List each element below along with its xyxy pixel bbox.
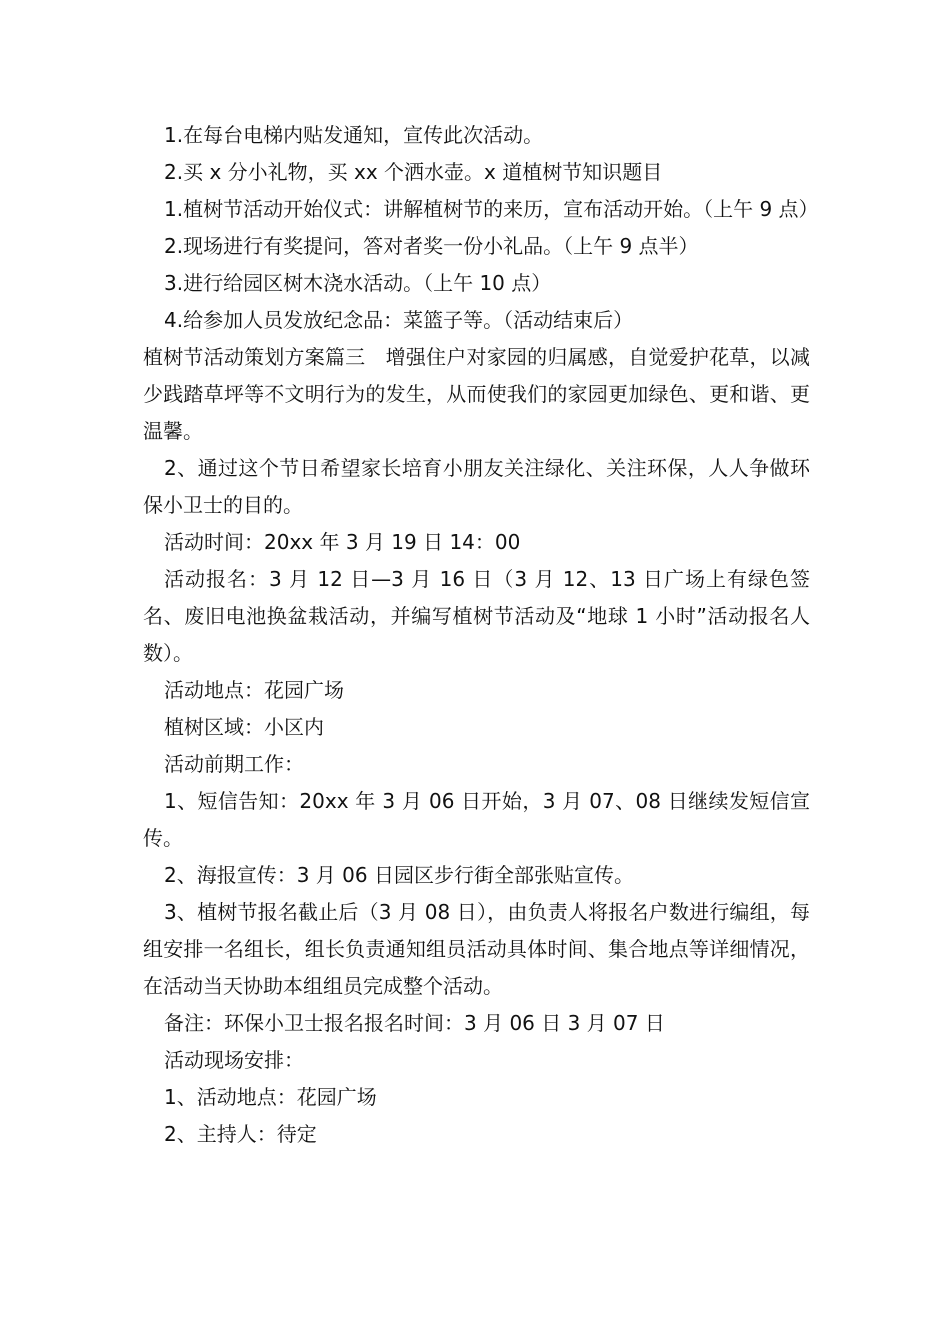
paragraph-13: 活动前期工作： <box>164 752 304 776</box>
paragraph-7: 植树节活动策划方案篇三 增强住户对家园的归属感，自觉爱护花草，以减少践踏草坪等不文明行为的发生，从而使我们的家园更加绿色、更和谐、更温馨。 <box>143 345 810 443</box>
paragraph-8: 2、通过这个节日希望家长培育小朋友关注绿化、关注环保，人人争做环保小卫士的目的。 <box>143 456 810 517</box>
paragraph-12: 植树区域：小区内 <box>164 715 324 739</box>
paragraph-14: 1、短信告知：20xx 年 3 月 06 日开始，3 月 07、08 日继续发短信宣传。 <box>143 789 810 850</box>
paragraph-11: 活动地点：花园广场 <box>164 678 344 702</box>
paragraph-20: 2、主持人：待定 <box>164 1122 317 1146</box>
document-body <box>143 117 819 1153</box>
paragraph-18: 活动现场安排： <box>164 1048 304 1072</box>
paragraph-9: 活动时间：20xx 年 3 月 19 日 14：00 <box>164 530 521 554</box>
paragraph-6: 4.给参加人员发放纪念品：菜篮子等。（活动结束后） <box>164 308 634 332</box>
paragraph-15: 2、海报宣传：3 月 06 日园区步行街全部张贴宣传。 <box>164 863 634 887</box>
paragraph-2: 2.买 x 分小礼物，买 xx 个洒水壶。x 道植树节知识题目 <box>164 160 663 184</box>
paragraph-17: 备注：环保小卫士报名报名时间：3 月 06 日 3 月 07 日 <box>164 1011 665 1035</box>
paragraph-1: 1.在每台电梯内贴发通知，宣传此次活动。 <box>164 123 544 147</box>
paragraph-19: 1、活动地点：花园广场 <box>164 1085 377 1109</box>
paragraph-3: 1.植树节活动开始仪式：讲解植树节的来历，宣布活动开始。（上午 9 点） <box>164 197 819 221</box>
paragraph-10: 活动报名：3 月 12 日—3 月 16 日（3 月 12、13 日广场上有绿色签名、废旧电池换盆栽活动，并编写植树节活动及“地球 1 小时”活动报名人数）。 <box>143 567 810 665</box>
paragraph-5: 3.进行给园区树木浇水活动。（上午 10 点） <box>164 271 552 295</box>
paragraph-4: 2.现场进行有奖提问，答对者奖一份小礼品。（上午 9 点半） <box>164 234 699 258</box>
paragraph-16: 3、植树节报名截止后（3 月 08 日），由负责人将报名户数进行编组，每组安排一名组长，组长负责通知组员活动具体时间、集合地点等详细情况，在活动当天协助本组组员完成整个活动。 <box>143 900 810 998</box>
